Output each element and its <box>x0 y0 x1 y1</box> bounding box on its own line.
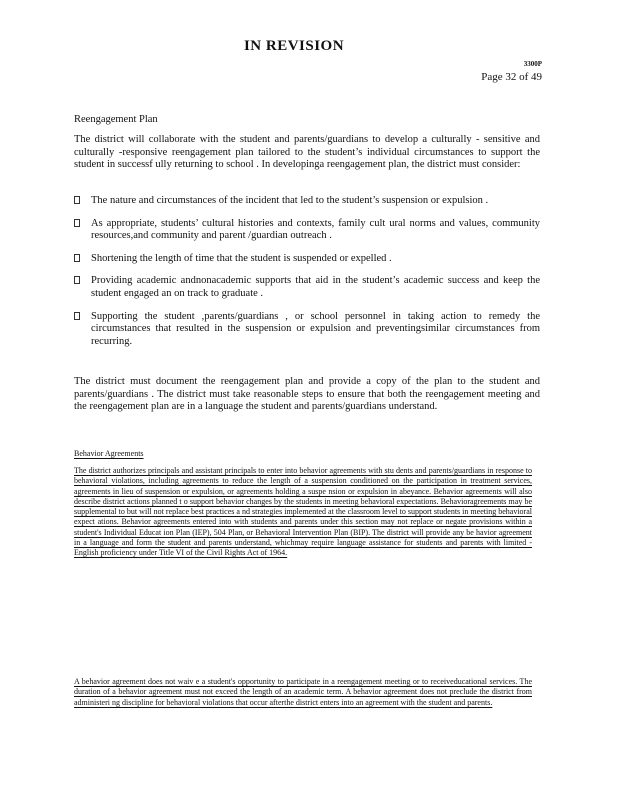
list-item <box>74 311 540 349</box>
bullet-box-icon <box>74 196 80 204</box>
section-heading-reengagement: Reengagement Plan <box>74 114 158 125</box>
list-item <box>74 253 540 266</box>
list-item <box>74 218 540 243</box>
documentation-paragraph: The district must document the reengagement plan and provide a copy of the plan to the student and parents/guardians . The district must take reasonable steps to ensure that both the reengagement meeting and the reengagement plan are in a language the student and parents/guardians understand. <box>74 376 540 413</box>
page-number: Page 32 of 49 <box>481 71 542 83</box>
bullet-box-icon <box>74 254 80 262</box>
section-heading-behavior-agreements: Behavior Agreements <box>74 449 144 458</box>
paragraph-text: A behavior agreement does not waiv e a student's opportunity to participate in a reengagement meeting or to receiveducational services. The duration of a behavior agreement must not exceed the length of an academic term. A behavior agreement does not preclude the district from administeri ng discipline for behavioral violations that occur afterthe district enters into an agreement with the student and parents. <box>74 677 532 707</box>
bullet-box-icon <box>74 312 80 320</box>
policy-code: 3300P <box>523 60 542 68</box>
list-item <box>74 275 540 300</box>
consideration-list <box>74 195 540 358</box>
paragraph-text: The district authorizes principals and assistant principals to enter into behavior agreements with stu dents and parents/guardians in response to behavioral violations, including agreements to reduce the length of a suspension conditioned on the participation in treatment services, agreements in lieu of suspension or expulsion, or agreements holding a suspe nsion or expulsion in abeyance. Behavior agreements will also describe district actions planned t o support behavior changes by the students in meeting behavioral expectations. Behavioragreements may be supplemental to but will not replace best practices a nd strategies implemented at the classroom level to support students in meeting behavioral expect ations. Behavior agreements entered into with students and parents under this section may not replace or negate provisions within a student's Individual Educat ion Plan (IEP), 504 Plan, or Behavioral Intervention Plan (BIP). The district will provide any be havior agreement in a language and form the student and parents understand, whichmay require language assistance for students and parents with limited - English proficiency under Title VI of the Civil Rights Act of 1964. <box>74 466 532 558</box>
behavior-agreements-paragraph-2 <box>74 677 532 708</box>
page-title: IN REVISION <box>243 38 345 54</box>
list-item-text: The nature and circumstances of the incident that led to the student’s suspension or expulsion . <box>91 195 489 206</box>
bullet-box-icon <box>74 219 80 227</box>
bullet-box-icon <box>74 276 80 284</box>
reengagement-intro: The district will collaborate with the student and parents/guardians to develop a culturally - sensitive and culturally -responsive reengagement plan tailored to the student’s individual circumstances to support the student in successf ully returning to school . In developinga reengagement plan, the district must consider: <box>74 134 540 171</box>
list-item-text: Shortening the length of time that the student is suspended or expelled . <box>91 252 392 264</box>
list-item-text: Providing academic andnonacademic supports that aid in the student’s academic success and keep the student engaged an on track to graduate . <box>91 275 540 299</box>
behavior-agreements-paragraph-1 <box>74 466 532 559</box>
list-item-text: Supporting the student ,parents/guardians , or school personnel in taking action to remedy the circumstances that resulted in the suspension or expulsion and preventingsimilar circumstances from recurring. <box>91 310 540 347</box>
list-item <box>74 195 540 208</box>
list-item-text: As appropriate, students’ cultural histories and contexts, family cult ural norms and values, community resources,and community and parent /guardian outreach . <box>91 217 540 242</box>
